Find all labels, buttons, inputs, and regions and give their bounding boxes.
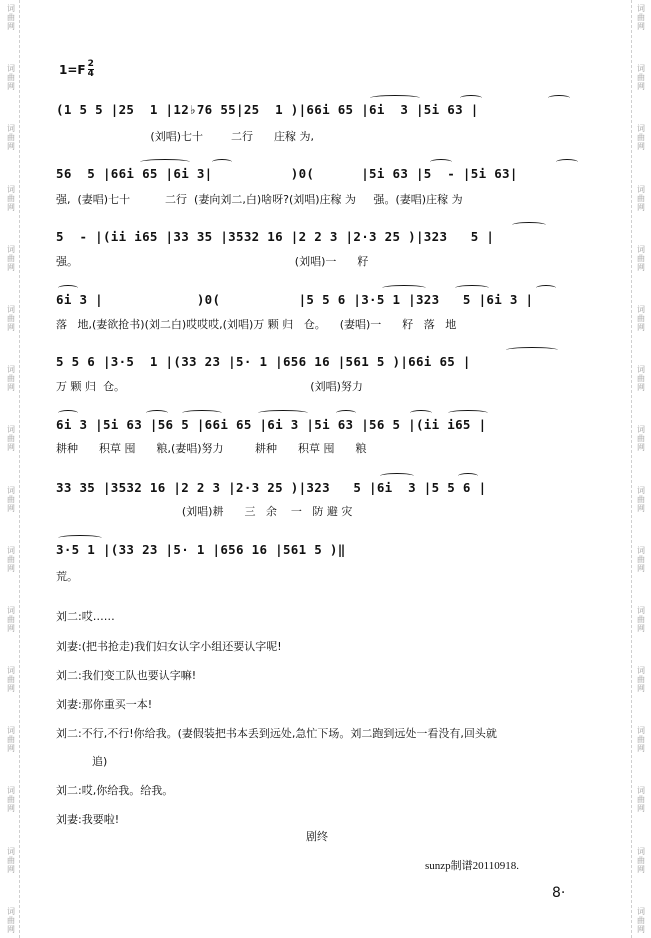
- watermark: 词曲网: [636, 244, 646, 272]
- speaker: 刘二: [56, 784, 78, 797]
- score-lyrics-line-5: 万 颗 归 仓。 (刘唱)努力: [56, 380, 363, 393]
- slur-mark: [382, 285, 426, 291]
- time-denominator: 4: [87, 69, 94, 79]
- watermark: 词曲网: [636, 124, 646, 152]
- slur-mark: [460, 95, 482, 101]
- slur-mark: [455, 285, 489, 291]
- score-notes-line-2: 56 5 |66i 65 |6i 3| )0( |5i 63 |5 - |5i 63|: [56, 166, 518, 181]
- watermark: 词曲网: [636, 786, 646, 814]
- speech: 哎……: [81, 610, 115, 623]
- watermark: 词曲网: [6, 485, 16, 513]
- dialogue-line: 刘妻:那你重买一本!: [56, 698, 153, 711]
- watermark: 词曲网: [6, 244, 16, 272]
- slur-mark: [458, 473, 478, 479]
- speaker: 刘妻: [56, 813, 78, 826]
- score-notes-line-6: 6i 3 |5i 63 |56 5 |66i 65 |6i 3 |5i 63 |56 5 |(ii i65 |: [56, 417, 487, 432]
- watermark: 词曲网: [6, 666, 16, 694]
- watermark: 词曲网: [6, 605, 16, 633]
- score-notes-line-3: 5 - |(ii i65 |33 35 |3532 16 |2 2 3 |2·3 25 )|323 5 |: [56, 229, 495, 244]
- speaker: 刘妻: [56, 698, 78, 711]
- speaker: 刘二: [56, 669, 78, 682]
- watermark: 词曲网: [6, 124, 16, 152]
- speech: 我要啦!: [81, 813, 120, 826]
- slur-mark: [512, 222, 546, 228]
- speaker: 刘二: [56, 610, 78, 623]
- speaker: 刘二: [56, 727, 78, 740]
- slur-mark: [58, 410, 78, 416]
- dialogue-line: 刘妻:(把书抢走)我们妇女认字小组还要认字呢!: [56, 640, 282, 653]
- left-watermark-column: [2, 0, 20, 938]
- dialogue-line: 刘妻:我要啦!: [56, 813, 120, 826]
- score-lyrics-line-8: 荒。: [56, 570, 78, 583]
- right-watermark-column: [631, 0, 649, 938]
- watermark: 词曲网: [636, 485, 646, 513]
- dialogue-continuation: [92, 753, 632, 769]
- slur-mark: [548, 95, 570, 101]
- slur-mark: [212, 159, 232, 165]
- watermark: 词曲网: [6, 545, 16, 573]
- slur-mark: [58, 285, 78, 291]
- score-notes-line-1: (1 5 5 |25 1 |12♭76 55|25 1 )|66i 65 |6i 3 |5i 63 |: [56, 102, 479, 117]
- dialogue-line: 刘二:哎,你给我。给我。: [56, 784, 174, 797]
- score-notes-line-4: 6i 3 | )0( |5 5 6 |3·5 1 |323 5 |6i 3 |: [56, 292, 534, 307]
- speech: 不行,不行!你给我。(妻假装把书本丢到远处,急忙下场。刘二跑到远处一看没有,回头就: [81, 727, 497, 740]
- watermark: 词曲网: [636, 605, 646, 633]
- watermark: 词曲网: [6, 726, 16, 754]
- slur-mark: [58, 535, 102, 541]
- time-numerator: 2: [87, 59, 94, 69]
- watermark: 词曲网: [636, 666, 646, 694]
- score-lyrics-line-6: 耕种 积草 囤 粮,(妻唱)努力 耕种 积草 囤 粮: [56, 442, 367, 455]
- watermark: 词曲网: [6, 906, 16, 934]
- score-lyrics-line-4: 落 地,(妻欲抢书)(刘二白)哎哎哎,(刘唱)万 颗 归 仓。 (妻唱)一 籽 落 地: [56, 318, 457, 331]
- slur-mark: [556, 159, 578, 165]
- watermark: 词曲网: [6, 425, 16, 453]
- score-lyrics-line-1: (刘唱)七十 二行 庄稼 为,: [56, 130, 314, 143]
- score-notes-line-8: 3·5 1 |(33 23 |5· 1 |656 16 |561 5 )‖: [56, 542, 346, 557]
- slur-mark: [146, 410, 168, 416]
- watermark: 词曲网: [636, 4, 646, 31]
- watermark: 词曲网: [636, 64, 646, 92]
- watermark: 词曲网: [6, 786, 16, 814]
- slur-mark: [536, 285, 556, 291]
- page-number: 8·: [552, 885, 566, 901]
- slur-mark: [182, 410, 222, 416]
- watermark: 词曲网: [636, 425, 646, 453]
- speaker: 刘妻: [56, 640, 78, 653]
- watermark: 词曲网: [636, 184, 646, 212]
- slur-mark: [258, 410, 308, 416]
- key-signature: [59, 60, 94, 79]
- speech: (把书抢走)我们妇女认字小组还要认字呢!: [81, 640, 282, 653]
- end-text: 剧终: [306, 830, 328, 843]
- watermark: 词曲网: [6, 64, 16, 92]
- watermark: 词曲网: [6, 365, 16, 393]
- slur-mark: [410, 410, 432, 416]
- watermark: 词曲网: [6, 304, 16, 332]
- watermark: 词曲网: [636, 365, 646, 393]
- slur-mark: [448, 410, 488, 416]
- slur-mark: [336, 410, 356, 416]
- speech: 追): [92, 755, 108, 768]
- slur-mark: [140, 159, 190, 165]
- speech: 我们变工队也要认字嘛!: [81, 669, 197, 682]
- speech: 那你重买一本!: [81, 698, 153, 711]
- watermark: 词曲网: [636, 906, 646, 934]
- watermark: 词曲网: [6, 846, 16, 874]
- watermark: 词曲网: [636, 726, 646, 754]
- watermark: 词曲网: [636, 545, 646, 573]
- key-label: 1=F: [59, 62, 86, 77]
- score-notes-line-5: 5 5 6 |3·5 1 |(33 23 |5· 1 |656 16 |561 5 )|66i 65 |: [56, 354, 471, 369]
- watermark: 词曲网: [6, 184, 16, 212]
- dialogue-line: 刘二:我们变工队也要认字嘛!: [56, 669, 197, 682]
- watermark: 词曲网: [636, 846, 646, 874]
- slur-mark: [370, 95, 420, 101]
- credit-text: sunzp制谱20110918.: [425, 860, 520, 872]
- slur-mark: [506, 347, 558, 353]
- slur-mark: [430, 159, 452, 165]
- score-lyrics-line-7: (刘唱)耕 三 余 一 防 避 灾: [56, 505, 353, 518]
- slur-mark: [380, 473, 414, 479]
- dialogue-line: 刘二:不行,不行!你给我。(妻假装把书本丢到远处,急忙下场。刘二跑到远处一看没有,回头就: [56, 727, 497, 740]
- speech: 哎,你给我。给我。: [81, 784, 174, 797]
- score-lyrics-line-2: 强, (妻唱)七十 二行 (妻向刘二,白)啥呀?(刘唱)庄稼 为 强。(妻唱)庄稼 为: [56, 193, 463, 206]
- watermark: 词曲网: [636, 304, 646, 332]
- watermark: 词曲网: [6, 4, 16, 31]
- score-notes-line-7: 33 35 |3532 16 |2 2 3 |2·3 25 )|323 5 |6i 3 |5 5 6 |: [56, 480, 487, 495]
- score-lyrics-line-3: 强。 (刘唱)一 籽: [56, 255, 369, 268]
- time-signature: [88, 60, 94, 79]
- dialogue-line: 刘二:哎……: [56, 610, 115, 623]
